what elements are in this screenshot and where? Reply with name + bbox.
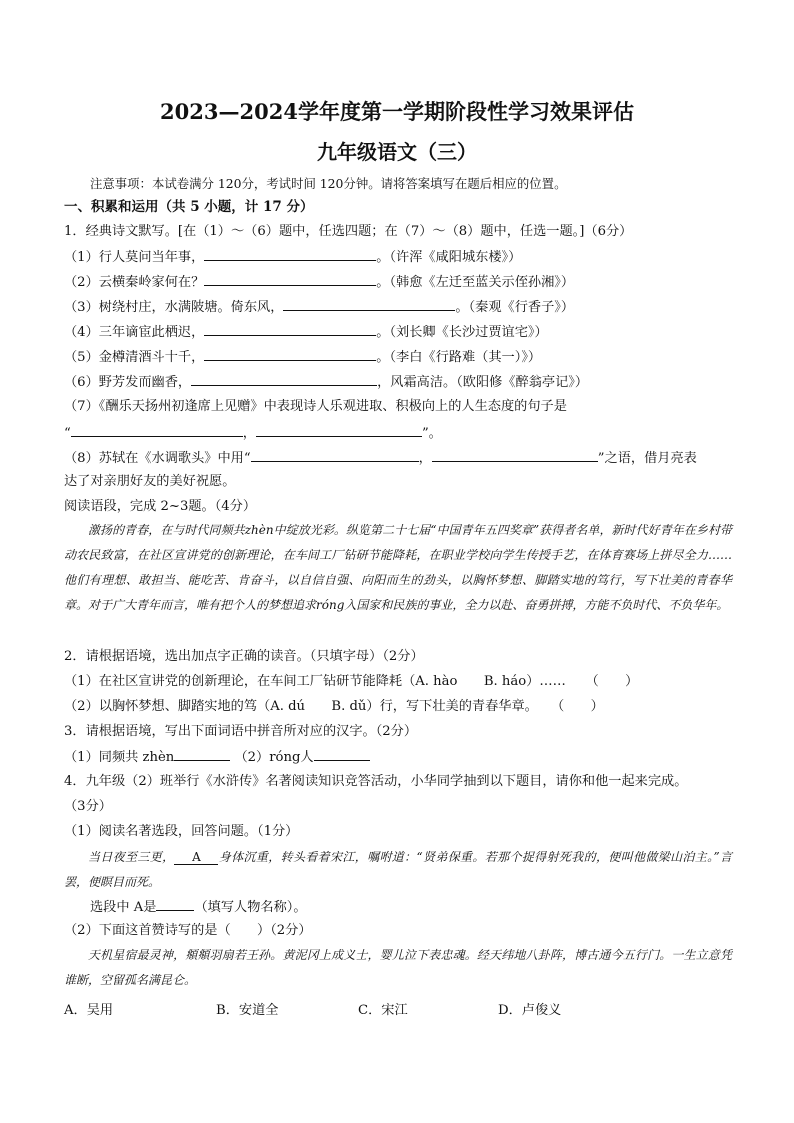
item-suffix: 。（许浑《咸阳城东楼》） bbox=[376, 250, 522, 265]
comma: ， bbox=[418, 451, 432, 466]
question-4-ask bbox=[90, 898, 307, 917]
item-prefix: （5）金樽清酒斗十千， bbox=[64, 350, 205, 365]
item-suffix: 。（李白《行路难（其一）》） bbox=[376, 350, 542, 365]
notice: 注意事项：本试卷满分 120分，考试时间 120分钟。请将答案填写在题后相应的位置。 bbox=[90, 176, 567, 191]
question-2-stem: 2．请根据语境，选出加点字正确的读音。（只填字母）（2分） bbox=[64, 649, 424, 664]
excerpt-text: 身体沉重，转头看着宋江，嘱咐道：“贤弟保重。若那个捉得射死我的，便叫他做梁山泊主。”言罢，便瞑目而死。 bbox=[64, 850, 732, 889]
exam-title: 2023—2024学年度第一学期阶段性学习效果评估 bbox=[160, 99, 634, 124]
question-1-item bbox=[64, 323, 548, 342]
item-label: （1）同频共 zhèn bbox=[64, 750, 175, 765]
ask-prefix: 选段中 A是 bbox=[90, 900, 157, 915]
item-label: （2）róng人 bbox=[234, 750, 314, 765]
question-1-stem: 1．经典诗文默写。[在（1）～（6）题中，任选四题；在（7）～（8）题中，任选一题。]（6分） bbox=[64, 224, 633, 239]
question-1-item bbox=[64, 273, 574, 292]
option-d[interactable]: D．卢俊义 bbox=[498, 1003, 562, 1018]
item-suffix: 。（刘长卿《长沙过贾谊宅》） bbox=[376, 325, 548, 340]
answer-blank[interactable] bbox=[204, 323, 376, 336]
question-1-item bbox=[64, 373, 588, 392]
item-prefix: （8）苏轼在《水调歌头》中用“ bbox=[64, 451, 251, 466]
question-3-items bbox=[64, 748, 370, 767]
question-1-item bbox=[64, 298, 574, 317]
question-2-a: （1）在社区宣讲党的创新理论，在车间工厂钻研节能降耗（A. hào B. háo）…… （ ） bbox=[64, 674, 639, 689]
question-4-stem: 4．九年级（2）班举行《水浒传》名著阅读知识竞答活动，小华同学抽到以下题目，请你和他一起来完成。 bbox=[64, 774, 688, 789]
answer-blank[interactable] bbox=[256, 424, 422, 437]
question-4-sub1: （1）阅读名著选段，回答问题。（1分） bbox=[64, 824, 299, 839]
praise-poem: 天机星宿最灵神，頫頫羽扇若王孙。黄泥冈上成义士，婴儿泣下表忠魂。经天纬地八卦阵，博古通今五行门。一生立意凭谁断，空留孤名满昆仑。 bbox=[64, 948, 732, 987]
question-4-sub2: （2）下面这首赞诗写的是（ ）（2分） bbox=[64, 923, 312, 938]
item-prefix: （3）树绕村庄，水满陂塘。倚东风， bbox=[64, 300, 284, 315]
item-suffix: ”之语，借月亮表 bbox=[597, 451, 697, 466]
item-prefix: （4）三年谪宦此栖迟， bbox=[64, 325, 205, 340]
section-heading: 一、积累和运用（共 5 小题，计 17 分） bbox=[64, 199, 314, 215]
reading-intro: 阅读语段，完成 2~3题。（4分） bbox=[64, 499, 257, 514]
question-3-stem: 3．请根据语境，写出下面词语中拼音所对应的汉字。（2分） bbox=[64, 724, 418, 739]
question-4-stem-cont: （3分） bbox=[64, 799, 112, 814]
answer-blank[interactable] bbox=[204, 348, 376, 361]
answer-blank[interactable] bbox=[251, 449, 419, 462]
question-2-b: （2）以胸怀梦想、脚踏实地的笃（A. dú B. dǔ）行，写下壮美的青春华章。 （ ） bbox=[64, 699, 604, 714]
item-suffix: 。（秦观《行香子》） bbox=[455, 300, 575, 315]
answer-blank[interactable] bbox=[156, 898, 194, 911]
close-quote: ”。 bbox=[421, 426, 442, 441]
item-suffix: ，风霜高洁。（欧阳修《醉翁亭记》） bbox=[377, 375, 589, 390]
comma: ， bbox=[242, 426, 256, 441]
question-1-item7-answer bbox=[64, 424, 442, 443]
excerpt-blank-a: A bbox=[174, 850, 218, 865]
answer-blank[interactable] bbox=[191, 373, 377, 386]
item-prefix: （1）行人莫问当年事， bbox=[64, 250, 205, 265]
answer-blank[interactable] bbox=[174, 748, 230, 761]
exam-subtitle: 九年级语文（三） bbox=[317, 140, 477, 164]
question-1-item8 bbox=[64, 449, 697, 468]
option-b[interactable]: B．安道全 bbox=[216, 1003, 279, 1018]
answer-blank[interactable] bbox=[71, 424, 243, 437]
novel-excerpt bbox=[64, 845, 732, 895]
answer-blank[interactable] bbox=[204, 248, 376, 261]
excerpt-text: 当日夜至三更， bbox=[88, 850, 175, 864]
ask-suffix: （填写人物名称）。 bbox=[194, 900, 307, 915]
option-a[interactable]: A．吴用 bbox=[64, 1003, 114, 1018]
option-c[interactable]: C．宋江 bbox=[358, 1003, 408, 1018]
answer-blank[interactable] bbox=[314, 748, 370, 761]
answer-blank[interactable] bbox=[204, 273, 376, 286]
answer-blank[interactable] bbox=[432, 449, 598, 462]
answer-blank[interactable] bbox=[283, 298, 455, 311]
question-1-item7-prompt: （7）《酬乐天扬州初逢席上见赠》中表现诗人乐观进取、积极向上的人生态度的句子是 bbox=[64, 399, 567, 414]
item-suffix: 。（韩愈《左迁至蓝关示侄孙湘》） bbox=[376, 275, 575, 290]
item-prefix: （6）野芳发而幽香， bbox=[64, 375, 192, 390]
reading-passage: 激扬的青春，在与时代同频共zhèn中绽放光彩。纵览第二十七届“中国青年五四奖章”获得者名单，新时代好青年在乡村带动农民致富，在社区宣讲党的创新理论，在车间工厂钻研节能降耗，在职业学校向学生传授手艺，在体育赛场上拼尽全力……他们有理想、敢担当、能吃苦、肯奋斗，以自信自强、向阳而生的劲头，以胸怀梦想、脚踏实地的笃行，写下壮美的青春华章。对于广大青年而言，唯有把个人的梦想追求róng入国家和民族的事业，全力以赴、奋勇拼搏，方能不负时代、不负华年。 bbox=[64, 523, 732, 612]
open-quote: “ bbox=[64, 426, 71, 441]
question-1-item8-cont: 达了对亲朋好友的美好祝愿。 bbox=[64, 474, 236, 489]
question-1-item bbox=[64, 348, 541, 367]
item-prefix: （2）云横秦岭家何在？ bbox=[64, 275, 205, 290]
question-1-item bbox=[64, 248, 521, 267]
